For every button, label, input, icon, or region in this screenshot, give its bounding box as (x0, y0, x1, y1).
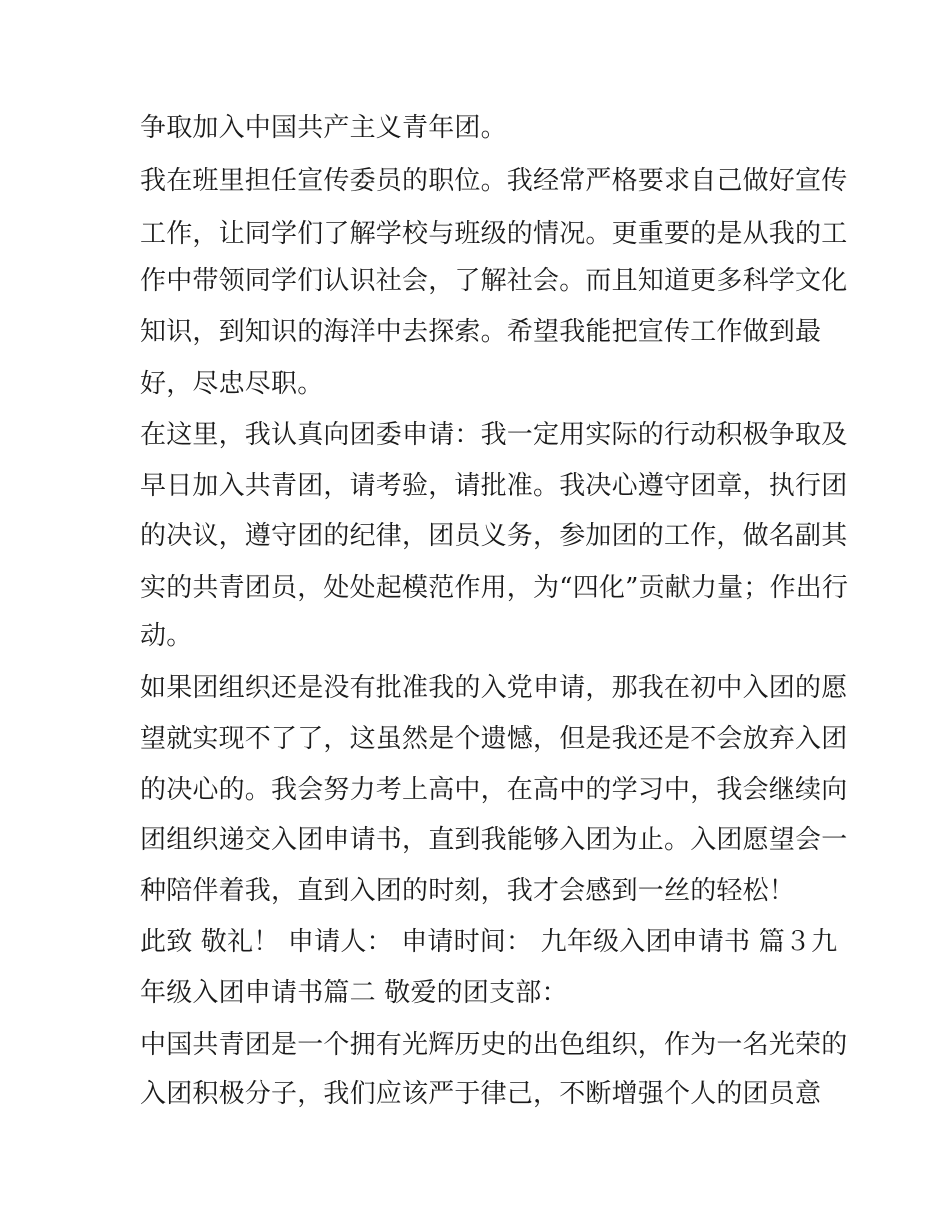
text-line: 争取加入中国共产主义青年团。 (140, 113, 507, 143)
text-line: 早日加入共青团，请考验，请批准。我决心遵守团章，执行团 (140, 471, 848, 501)
text-line: 入团积极分子，我们应该严于律己，不断增强个人的团员意 (140, 1079, 822, 1109)
text-line: 如果团组织还是没有批准我的入党申请，那我在初中入团的愿 (140, 673, 848, 703)
text-line: 中国共青团是一个拥有光辉历史的出色组织，作为一名光荣的 (140, 1030, 848, 1060)
text-line: 的决心的。我会努力考上高中，在高中的学习中，我会继续向 (140, 775, 848, 805)
text-line: 知识，到知识的海洋中去探索。希望我能把宣传工作做到最 (140, 317, 822, 347)
text-line: 动。 (140, 621, 193, 651)
text-line: 我在班里担任宣传委员的职位。我经常严格要求自己做好宣传 (140, 166, 848, 196)
text-line: 的决议，遵守团的纪律，团员义务，参加团的工作，做名副其 (140, 521, 848, 551)
text-line: 作中带领同学们认识社会，了解社会。而且知道更多科学文化 (140, 266, 848, 296)
text-line: 在这里，我认真向团委申请：我一定用实际的行动积极争取及 (140, 420, 848, 450)
text-line: 望就实现不了了，这虽然是个遗憾，但是我还是不会放弃入团 (140, 724, 848, 754)
text-line: 种陪伴着我，直到入团的时刻，我才会感到一丝的轻松！ (140, 876, 796, 906)
text-line: 年级入团申请书篇二 敬爱的团支部： (140, 978, 568, 1008)
text-line: 团组织递交入团申请书，直到我能够入团为止。入团愿望会一 (140, 825, 848, 855)
text-line: 此致 敬礼！ 申请人： 申请时间： 九年级入团申请书 篇３九 (140, 927, 838, 957)
text-line: 实的共青团员，处处起模范作用，为“四化”贡献力量；作出行 (140, 573, 849, 603)
text-line: 工作，让同学们了解学校与班级的情况。更重要的是从我的工 (140, 219, 848, 249)
text-line: 好，尽忠尽职。 (140, 369, 324, 399)
